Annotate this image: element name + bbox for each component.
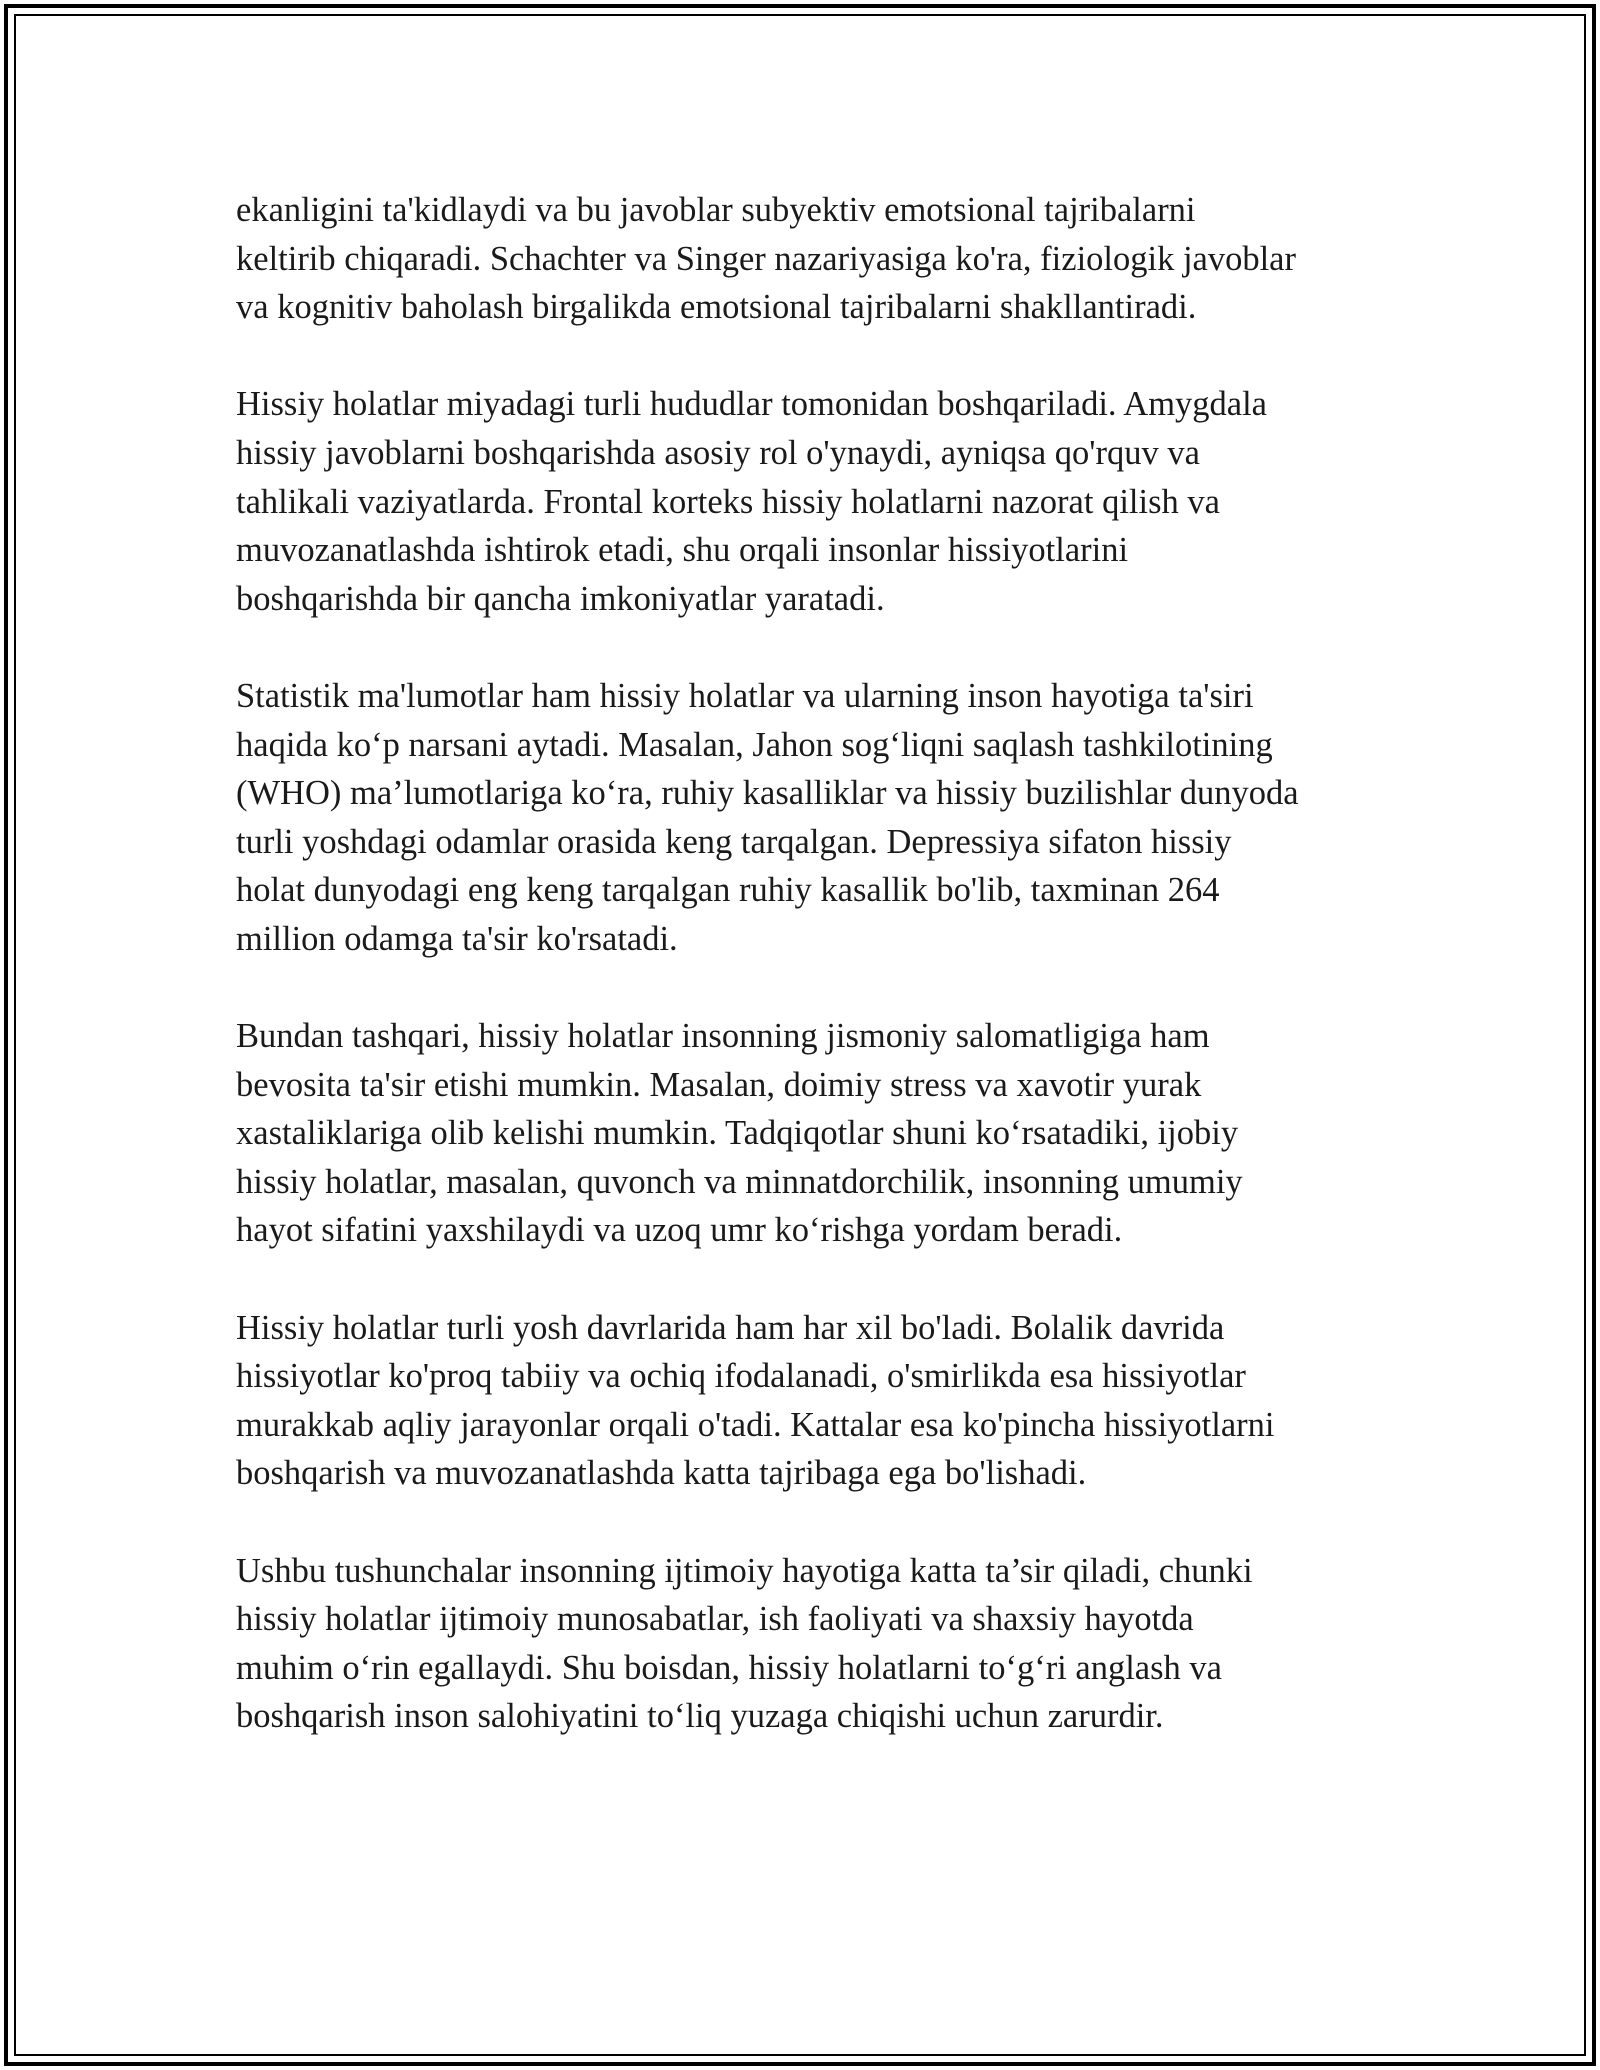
text-line: Hissiy holatlar turli yosh davrlarida ham har xil bo'ladi. Bolalik davrida: [236, 1308, 1225, 1347]
text-line: va kognitiv baholash birgalikda emotsional tajribalarni shakllantiradi.: [236, 288, 1197, 327]
text-line: bevosita ta'sir etishi mumkin. Masalan, doimiy stress va xavotir yurak: [236, 1065, 1202, 1104]
text-line: hissiy javoblarni boshqarishda asosiy rol o'ynaydi, ayniqsa qo'rquv va: [236, 433, 1200, 472]
text-line: keltirib chiqaradi. Schachter va Singer nazariyasiga ko'ra, fiziologik javoblar: [236, 239, 1296, 278]
text-line: hayot sifatini yaxshilaydi va uzoq umr ko‘rishga yordam beradi.: [236, 1211, 1123, 1250]
paragraph-5: [236, 1304, 1396, 1498]
text-line: holat dunyodagi eng keng tarqalgan ruhiy kasallik bo'lib, taxminan 264: [236, 871, 1220, 910]
text-line: hissiy holatlar ijtimoiy munosabatlar, ish faoliyati va shaxsiy hayotda: [236, 1600, 1194, 1639]
paragraph-3: [236, 672, 1396, 964]
paragraph-1: [236, 186, 1396, 332]
paragraph-6: [236, 1547, 1396, 1741]
document-body: [236, 186, 1396, 1790]
text-line: Ushbu tushunchalar insonning ijtimoiy hayotiga katta ta’sir qiladi, chunki: [236, 1551, 1253, 1590]
text-line: (WHO) ma’lumotlariga ko‘ra, ruhiy kasalliklar va hissiy buzilishlar dunyoda: [236, 774, 1299, 813]
text-line: ekanligini ta'kidlaydi va bu javoblar subyektiv emotsional tajribalarni: [236, 191, 1196, 229]
text-line: Hissiy holatlar miyadagi turli hududlar tomonidan boshqariladi. Amygdala: [236, 385, 1267, 424]
text-line: muhim o‘rin egallaydi. Shu boisdan, hissiy holatlarni to‘g‘ri anglash va: [236, 1648, 1222, 1687]
text-line: boshqarishda bir qancha imkoniyatlar yaratadi.: [236, 579, 885, 618]
text-line: xastaliklariga olib kelishi mumkin. Tadqiqotlar shuni ko‘rsatadiki, ijobiy: [236, 1114, 1239, 1153]
text-line: turli yoshdagi odamlar orasida keng tarqalgan. Depressiya sifaton hissiy: [236, 822, 1232, 861]
text-line: tahlikali vaziyatlarda. Frontal korteks hissiy holatlarni nazorat qilish va: [236, 482, 1220, 521]
text-line: boshqarish inson salohiyatini to‘liq yuzaga chiqishi uchun zarurdir.: [236, 1697, 1164, 1736]
text-line: haqida ko‘p narsani aytadi. Masalan, Jahon sog‘liqni saqlash tashkilotining: [236, 725, 1273, 764]
text-line: muvozanatlashda ishtirok etadi, shu orqali insonlar hissiyotlarini: [236, 531, 1129, 570]
text-line: murakkab aqliy jarayonlar orqali o'tadi. Kattalar esa ko'pincha hissiyotlarni: [236, 1405, 1275, 1444]
text-line: hissiy holatlar, masalan, quvonch va minnatdorchilik, insonning umumiy: [236, 1162, 1243, 1201]
paragraph-2: [236, 380, 1396, 623]
text-line: Bundan tashqari, hissiy holatlar insonning jismoniy salomatligiga ham: [236, 1017, 1210, 1056]
paragraph-4: [236, 1012, 1396, 1255]
text-line: hissiyotlar ko'proq tabiiy va ochiq ifodalanadi, o'smirlikda esa hissiyotlar: [236, 1357, 1246, 1396]
text-line: boshqarish va muvozanatlashda katta tajribaga ega bo'lishadi.: [236, 1454, 1087, 1493]
text-line: million odamga ta'sir ko'rsatadi.: [236, 919, 678, 958]
text-line: Statistik ma'lumotlar ham hissiy holatlar va ularning inson hayotiga ta'siri: [236, 676, 1254, 715]
